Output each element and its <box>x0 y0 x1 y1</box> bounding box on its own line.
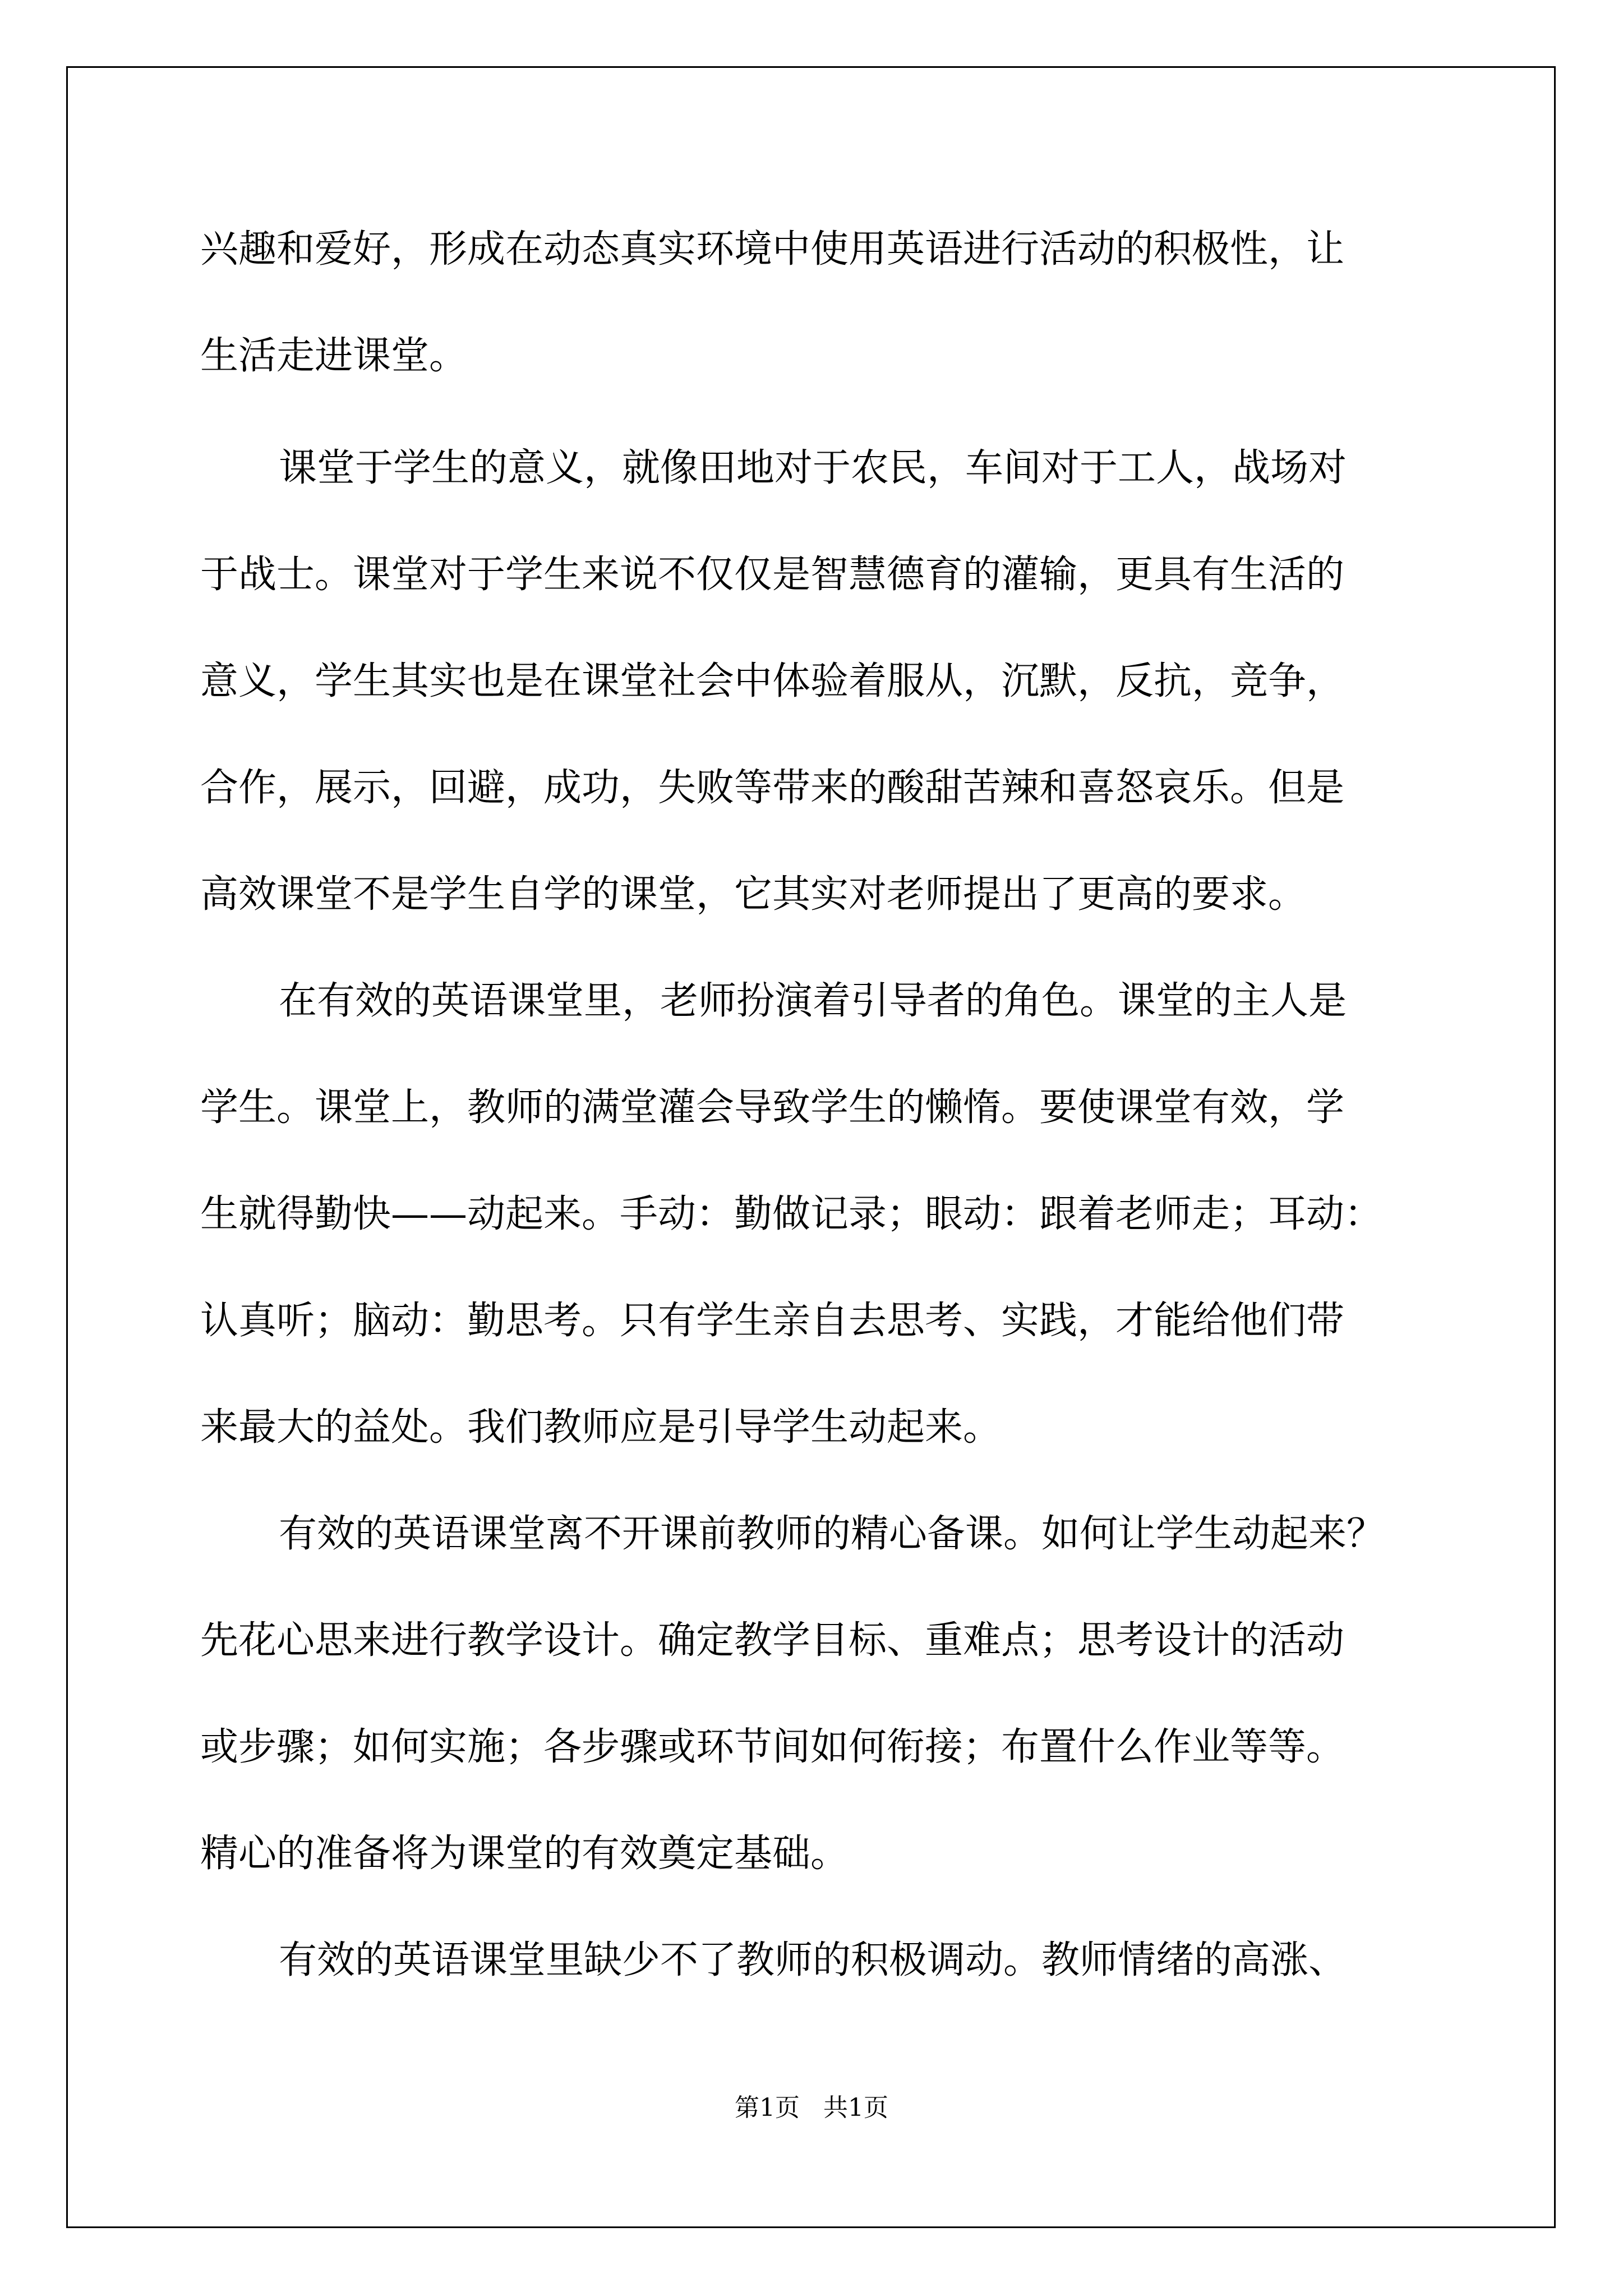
paragraph-start-line: 课堂于学生的意义，就像田地对于农民，车间对于工人，战场对 <box>279 446 1347 490</box>
text-line: 精心的准备将为课堂的有效奠定基础。 <box>200 1832 849 1876</box>
text-line: 来最大的益处。我们教师应是引导学生动起来。 <box>200 1405 1002 1450</box>
text-line: 高效课堂不是学生自学的课堂，它其实对老师提出了更高的要求。 <box>200 872 1307 917</box>
paragraph-start-line: 在有效的英语课堂里，老师扮演着引导者的角色。课堂的主人是 <box>279 979 1347 1023</box>
text-line: 或步骤；如何实施；各步骤或环节间如何衔接；布置什么作业等等。 <box>200 1725 1345 1769</box>
text-line: 先花心思来进行教学设计。确定教学目标、重难点；思考设计的活动 <box>200 1618 1345 1663</box>
text-line: 于战士。课堂对于学生来说不仅仅是智慧德育的灌输，更具有生活的 <box>200 553 1345 597</box>
text-line: 合作，展示，回避，成功，失败等带来的酸甜苦辣和喜怒哀乐。但是 <box>200 766 1345 810</box>
text-line: 生就得勤快——动起来。手动：勤做记录；眼动：跟着老师走；耳动： <box>200 1192 1383 1236</box>
page-footer: 第1页 共1页 <box>735 2093 888 2122</box>
text-line: 学生。课堂上，教师的满堂灌会导致学生的懒惰。要使课堂有效，学 <box>200 1085 1345 1130</box>
paragraph-start-line: 有效的英语课堂离不开课前教师的精心备课。如何让学生动起来？ <box>279 1512 1385 1556</box>
text-line: 生活走进课堂。 <box>200 334 468 378</box>
page-border <box>66 66 1556 2228</box>
text-line: 意义，学生其实也是在课堂社会中体验着服从，沉默，反抗，竞争， <box>200 659 1345 703</box>
text-line: 兴趣和爱好，形成在动态真实环境中使用英语进行活动的积极性，让 <box>200 227 1345 272</box>
text-line: 认真听；脑动：勤思考。只有学生亲自去思考、实践，才能给他们带 <box>200 1299 1345 1343</box>
paragraph-start-line: 有效的英语课堂里缺少不了教师的积极调动。教师情绪的高涨、 <box>279 1938 1347 1982</box>
